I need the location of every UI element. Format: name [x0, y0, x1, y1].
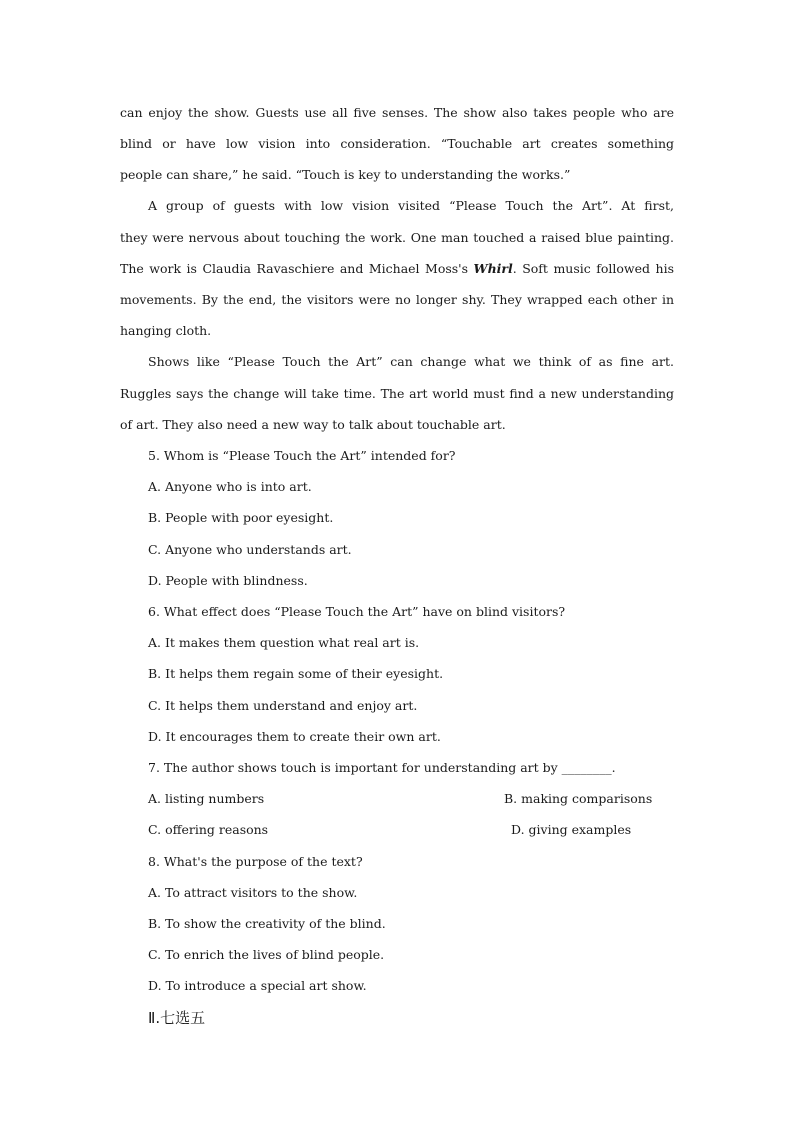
passage-line: they were nervous about touching the work. One man touched a raised blue painting. [120, 230, 674, 245]
passage-text: The work is Claudia Ravaschiere and Michael Moss's [120, 261, 474, 276]
passage-line [120, 259, 674, 279]
passage-line: of art. They also need a new way to talk about touchable art. [120, 417, 506, 432]
answer-option: A. Anyone who is into art. [148, 479, 312, 494]
artwork-title: Whirl [473, 261, 513, 276]
passage-line: can enjoy the show. Guests use all five senses. The show also takes people who are [120, 105, 674, 120]
question-stem: 7. The author shows touch is important for understanding art by ________. [148, 760, 616, 775]
answer-option: D. To introduce a special art show. [148, 978, 367, 993]
answer-option: D. It encourages them to create their own art. [148, 729, 441, 744]
passage-paragraph-start: Shows like “Please Touch the Art” can change what we think of as fine art. [148, 354, 674, 369]
answer-option: A. To attract visitors to the show. [148, 885, 358, 900]
answer-option: B. To show the creativity of the blind. [148, 916, 386, 931]
answer-option: A. listing numbers [148, 791, 265, 806]
answer-option: B. making comparisons [504, 791, 653, 806]
answer-option: C. To enrich the lives of blind people. [148, 947, 385, 962]
answer-option: A. It makes them question what real art is. [148, 635, 420, 650]
answer-option: B. People with poor eyesight. [148, 510, 334, 525]
passage-line: hanging cloth. [120, 323, 212, 338]
passage-line: Ruggles says the change will take time. The art world must find a new understanding [120, 386, 674, 401]
section-heading: Ⅱ.七选五 [148, 1009, 206, 1027]
answer-option: C. Anyone who understands art. [148, 542, 352, 557]
question-stem: 5. Whom is “Please Touch the Art” intended for? [148, 448, 456, 463]
answer-option: C. offering reasons [148, 822, 269, 837]
question-stem: 8. What's the purpose of the text? [148, 854, 363, 869]
answer-option: C. It helps them understand and enjoy art. [148, 698, 418, 713]
passage-paragraph-start: A group of guests with low vision visited “Please Touch the Art”. At first, [148, 198, 674, 213]
question-stem: 6. What effect does “Please Touch the Art” have on blind visitors? [148, 604, 566, 619]
answer-option: D. giving examples [511, 822, 632, 837]
passage-text: . Soft music followed his [512, 261, 674, 276]
passage-line: blind or have low vision into consideration. “Touchable art creates something [120, 136, 674, 151]
answer-option: D. People with blindness. [148, 573, 308, 588]
passage-line: movements. By the end, the visitors were no longer shy. They wrapped each other in [120, 292, 674, 307]
answer-option: B. It helps them regain some of their eyesight. [148, 666, 444, 681]
passage-line: people can share,” he said. “Touch is key to understanding the works.” [120, 167, 571, 182]
